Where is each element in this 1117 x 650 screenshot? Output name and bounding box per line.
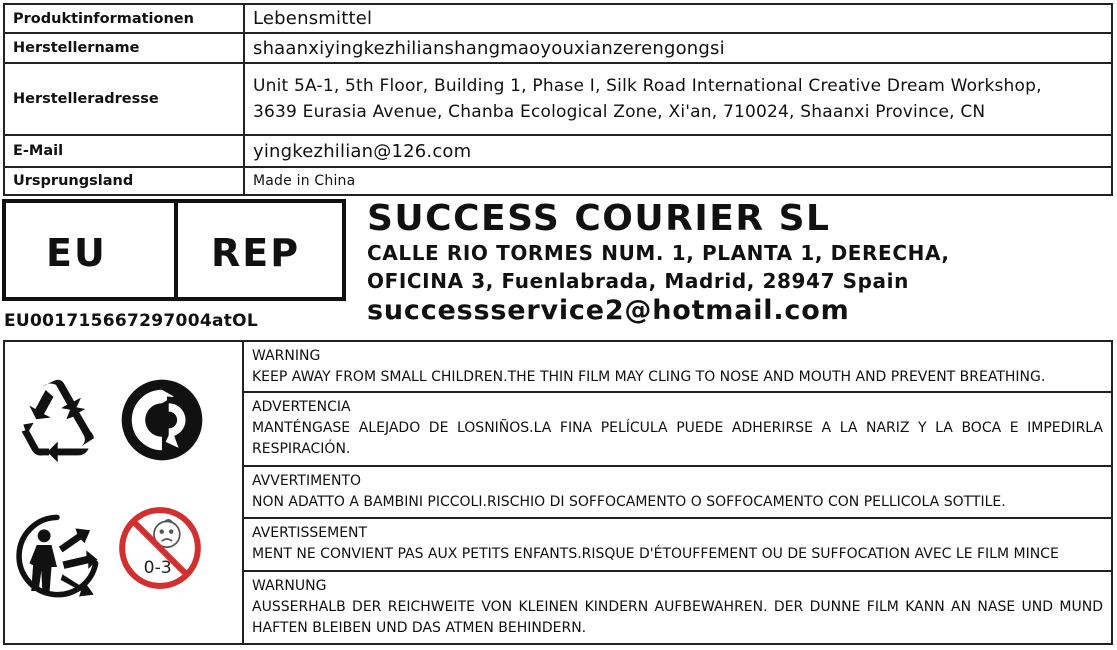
triman-icon xyxy=(11,510,103,602)
eu-rep-company: SUCCESS COURIER SL xyxy=(367,198,831,239)
product-info-table xyxy=(3,3,1113,196)
age-warning-icon xyxy=(117,505,203,591)
info-value: yingkezhilian@126.com xyxy=(244,135,1112,167)
address-line-1: Unit 5A-1, 5th Floor, Building 1, Phase I, Silk Road International Creative Dream Workshop, xyxy=(253,76,1042,96)
eu-rep-box xyxy=(2,199,346,301)
warning-row-es xyxy=(244,393,1111,467)
info-key: Ursprungsland xyxy=(4,167,244,195)
eu-rep-email: successservice2@hotmail.com xyxy=(367,295,850,326)
warning-text: MENT NE CONVIENT PAS AUX PETITS ENFANTS.RISQUE D'ÉTOUFFEMENT OU DE SUFFOCATION AVEC LE FILM MINCE xyxy=(252,546,1059,562)
info-value: Made in China xyxy=(244,167,1112,195)
eu-rep-block xyxy=(2,199,1117,339)
warning-text: MANTÉNGASE ALEJADO DE LOSNIÑOS.LA FINA PELÍCULA PUEDE ADHERIRSE A LA NARIZ Y LA BOCA E IMPEDIRLA RESPIRACIÓN. xyxy=(252,420,1103,457)
info-row-manufacturer xyxy=(4,33,1112,63)
address-line-2: 3639 Eurasia Avenue, Chanba Ecological Zone, Xi'an, 710024, Shaanxi Province, CN xyxy=(253,102,986,122)
eu-rep-address-line-1: CALLE RIO TORMES NUM. 1, PLANTA 1, DERECHA, xyxy=(367,241,950,265)
info-row-origin xyxy=(4,167,1112,195)
info-value-address xyxy=(244,63,1112,135)
warning-table xyxy=(3,340,1113,645)
info-value: shaanxiyingkezhilianshangmaoyouxianzerengongsi xyxy=(244,33,1112,63)
warning-text: AUSSERHALB DER REICHWEITE VON KLEINEN KINDERN AUFBEWAHREN. DER DUNNE FILM KANN AN NASE UND MUND HAFTEN BLEIBEN UND DAS ATMEN BEHINDERN. xyxy=(252,599,1103,636)
eu-rep-divider xyxy=(174,203,178,297)
warning-title: AVVERTIMENTO xyxy=(252,473,362,489)
recycle-icon xyxy=(13,378,99,464)
warning-row-en xyxy=(244,342,1111,393)
warning-title: ADVERTENCIA xyxy=(252,399,351,415)
age-range-label: 0-3 xyxy=(143,557,172,578)
eu-rep-code: EU001715667297004atOL xyxy=(4,311,259,331)
info-key: Herstelleradresse xyxy=(4,63,244,135)
warning-row-de xyxy=(244,572,1111,643)
warning-text: NON ADATTO A BAMBINI PICCOLI.RISCHIO DI SOFFOCAMENTO O SOFFOCAMENTO CON PELLICOLA SOTTILE. xyxy=(252,494,1006,510)
warning-row-fr xyxy=(244,519,1111,572)
info-key: Herstellername xyxy=(4,33,244,63)
info-row-address xyxy=(4,63,1112,135)
warning-row-it xyxy=(244,467,1111,519)
info-key: Produktinformationen xyxy=(4,4,244,33)
info-row-email xyxy=(4,135,1112,167)
warning-text: KEEP AWAY FROM SMALL CHILDREN.THE THIN FILM MAY CLING TO NOSE AND MOUTH AND PREVENT BREATHING. xyxy=(252,369,1046,385)
info-row-product xyxy=(4,4,1112,33)
rep-label: REP xyxy=(211,231,301,275)
eu-label: EU xyxy=(46,231,107,275)
info-key: E-Mail xyxy=(4,135,244,167)
info-value: Lebensmittel xyxy=(244,4,1112,33)
warning-title: AVERTISSEMENT xyxy=(252,525,368,541)
icon-column xyxy=(5,342,244,643)
green-dot-icon xyxy=(120,378,204,462)
warning-title: WARNUNG xyxy=(252,578,327,594)
warning-title: WARNING xyxy=(252,348,321,364)
warning-rows xyxy=(244,342,1111,643)
eu-rep-address-line-2: OFICINA 3, Fuenlabrada, Madrid, 28947 Spain xyxy=(367,269,909,293)
